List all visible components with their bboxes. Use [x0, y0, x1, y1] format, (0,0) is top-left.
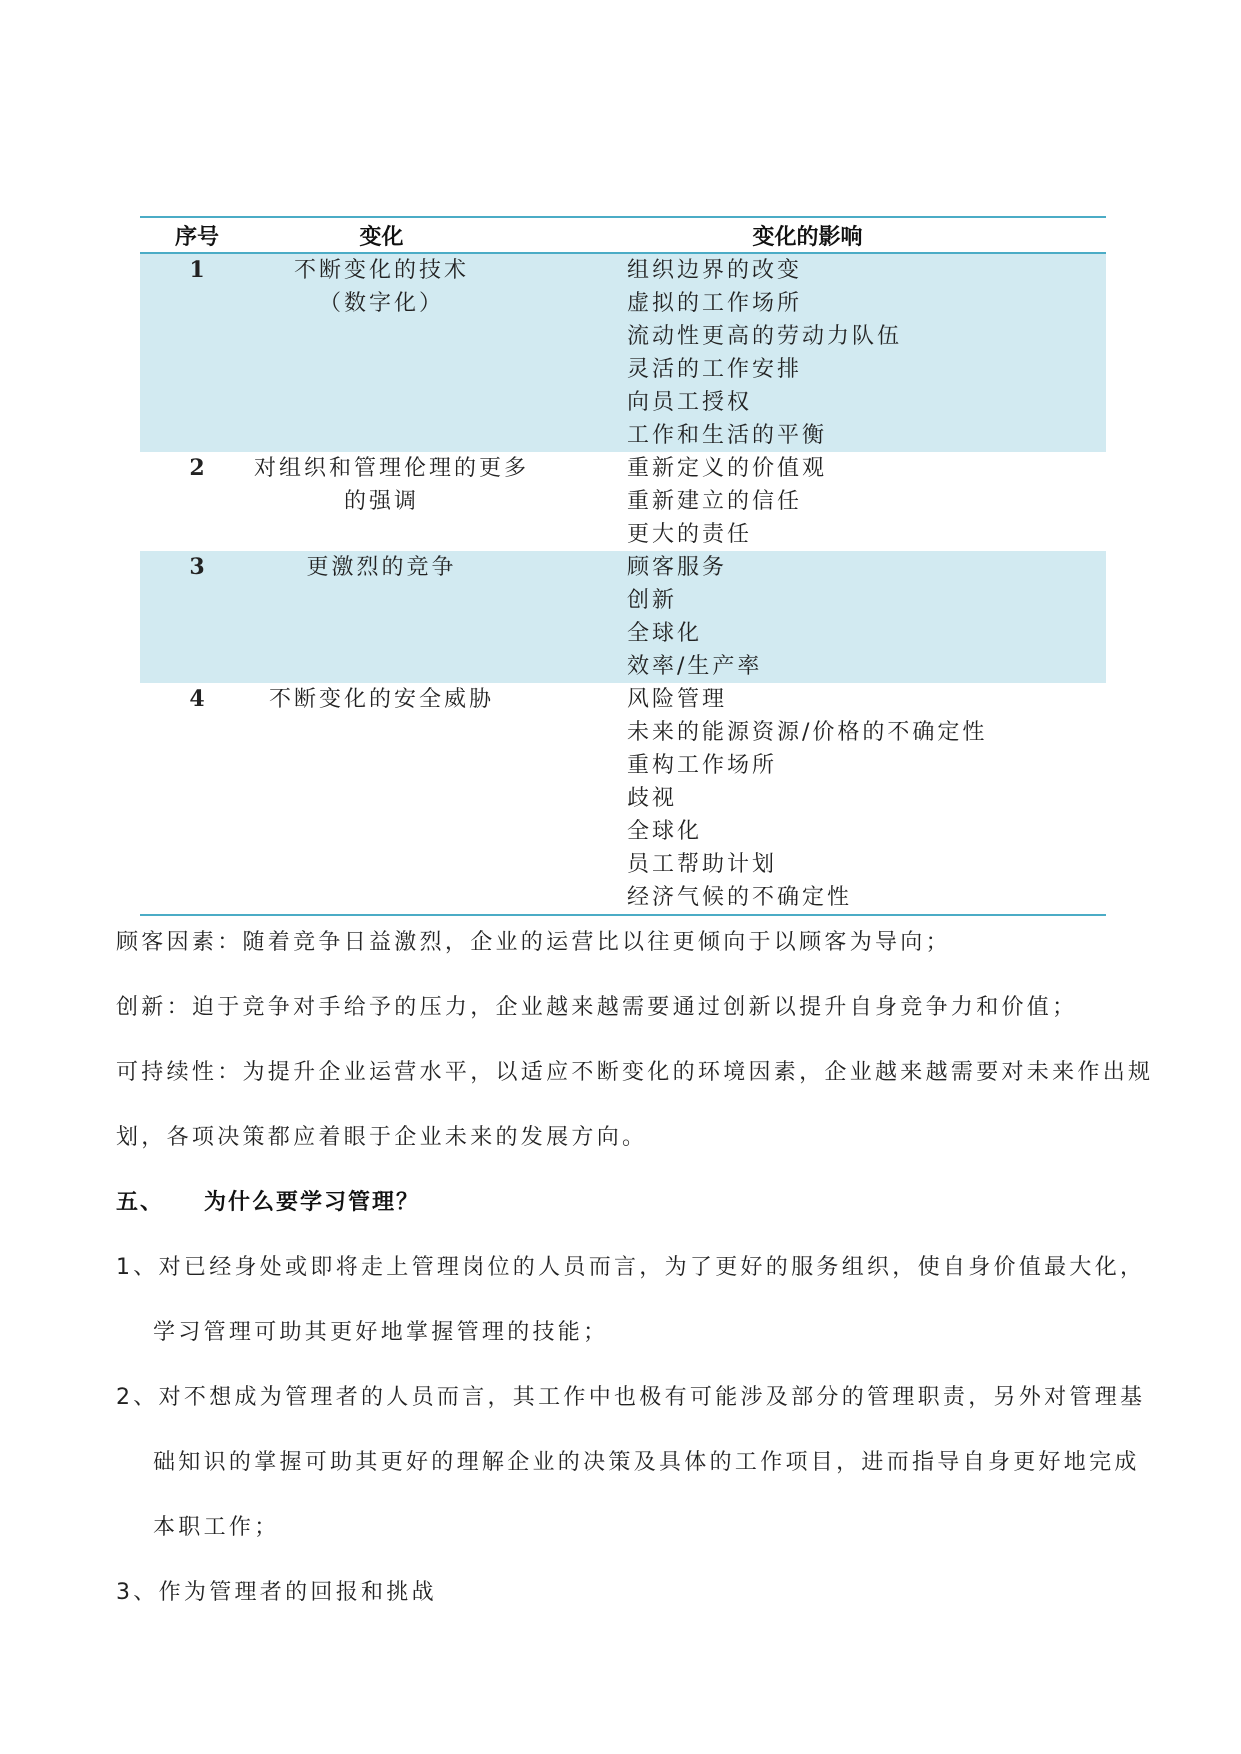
paragraph-customer: 顾客因素：随着竞争日益激烈，企业的运营比以往更倾向于以顾客为导向；: [116, 930, 951, 955]
change-line: 的强调: [343, 489, 419, 514]
paragraph-sustainability-line2: 划，各项决策都应着眼于企业未来的发展方向。: [116, 1125, 648, 1150]
table-row: [140, 452, 1106, 551]
change-impact-table: [140, 216, 1106, 916]
table-row: [140, 551, 1106, 683]
impact-item: 重新定义的价值观: [627, 456, 828, 481]
impact-item: 工作和生活的平衡: [627, 423, 828, 448]
impact-item: 向员工授权: [627, 390, 753, 415]
list-item-2-line3: 本职工作；: [153, 1515, 280, 1540]
paragraph-innovation: 创新：迫于竞争对手给予的压力，企业越来越需要通过创新以提升自身竞争力和价值；: [116, 995, 1078, 1020]
paragraph-sustainability-line1: 可持续性：为提升企业运营水平，以适应不断变化的环境因素，企业越来越需要对未来作出规: [116, 1060, 1154, 1085]
impact-item: 顾客服务: [627, 555, 728, 580]
impact-item: 歧视: [627, 786, 678, 811]
section-title: 为什么要学习管理？: [204, 1190, 421, 1215]
impact-cell: [509, 253, 1106, 452]
impact-cell: [509, 551, 1106, 683]
change-cell: [254, 683, 509, 915]
impact-item: 重新建立的信任: [627, 489, 803, 514]
impact-item: 风险管理: [627, 687, 728, 712]
impact-item: 未来的能源资源/价格的不确定性: [627, 720, 988, 745]
header-no: 序号: [140, 217, 254, 253]
change-cell: [254, 452, 530, 551]
row-number: 2: [189, 455, 205, 481]
change-line: 对组织和管理伦理的更多: [254, 456, 530, 481]
row-number: 1: [140, 253, 254, 452]
change-line: 更激烈的竞争: [306, 555, 457, 580]
change-cell: [254, 253, 509, 452]
impact-item: 全球化: [627, 819, 703, 844]
change-cell: [254, 551, 509, 683]
list-item-2-line2: 础知识的掌握可助其更好的理解企业的决策及具体的工作项目，进而指导自身更好地完成: [153, 1450, 1140, 1475]
impact-cell: [509, 683, 1106, 915]
change-line: （数字化）: [318, 291, 444, 316]
impact-item: 效率/生产率: [627, 654, 763, 679]
row-number: 4: [189, 686, 205, 712]
impact-item: 灵活的工作安排: [627, 357, 803, 382]
header-change: 变化: [254, 217, 509, 253]
impact-item: 创新: [627, 588, 678, 613]
change-table: [140, 216, 1106, 916]
section-number: 五、: [116, 1190, 165, 1215]
header-impact: 变化的影响: [509, 217, 1106, 253]
row-number: 3: [140, 551, 254, 683]
table-header-row: [140, 217, 1106, 253]
list-item-1-line1: 1、对已经身处或即将走上管理岗位的人员而言，为了更好的服务组织，使自身价值最大化，: [116, 1255, 1146, 1280]
impact-item: 更大的责任: [627, 522, 753, 547]
impact-item: 组织边界的改变: [627, 258, 803, 283]
list-item-2-line1: 2、对不想成为管理者的人员而言，其工作中也极有可能涉及部分的管理职责，另外对管理基: [116, 1385, 1146, 1410]
table-row: [140, 253, 1106, 452]
impact-item: 经济气候的不确定性: [627, 885, 853, 910]
impact-item: 员工帮助计划: [627, 852, 778, 877]
impact-item: 重构工作场所: [627, 753, 778, 778]
section-heading: [116, 1188, 420, 1218]
change-line: 不断变化的技术: [293, 258, 469, 283]
list-item-3-line1: 3、作为管理者的回报和挑战: [116, 1580, 437, 1605]
change-line: 不断变化的安全威胁: [268, 687, 494, 712]
impact-item: 全球化: [627, 621, 703, 646]
impact-cell: [509, 452, 1106, 551]
list-item-1-line2: 学习管理可助其更好地掌握管理的技能；: [153, 1320, 609, 1345]
impact-item: 虚拟的工作场所: [627, 291, 803, 316]
impact-item: 流动性更高的劳动力队伍: [627, 324, 903, 349]
table-row: [140, 683, 1106, 915]
